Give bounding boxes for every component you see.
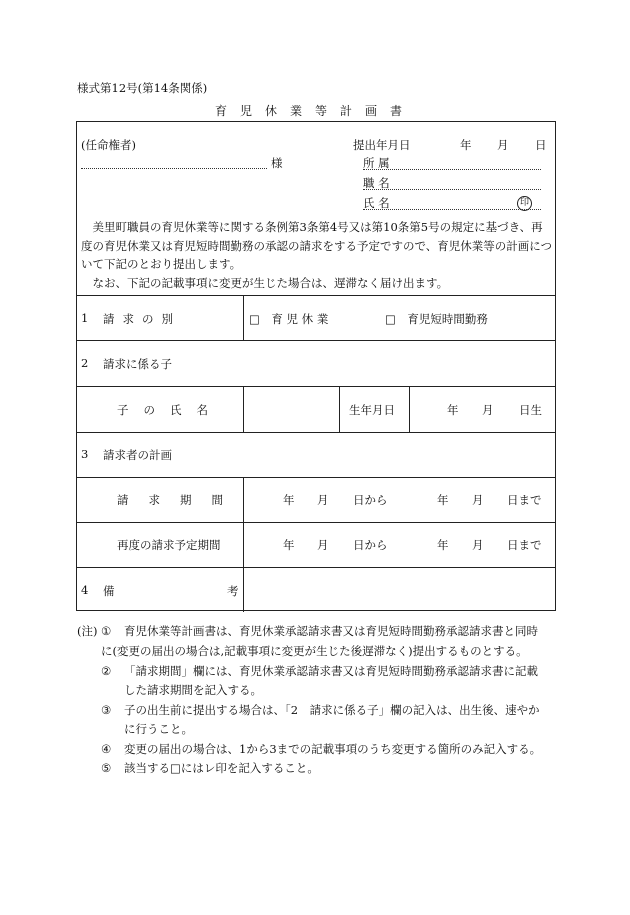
dob-month[interactable]: 月 (482, 403, 494, 417)
section1-number: 1 (81, 311, 89, 325)
note-3-line1: 子の出生前に提出する場合は、「2 請求に係る子」欄の記入は、出生後、速やか (124, 703, 540, 717)
second-start-day[interactable]: 日から (353, 538, 388, 552)
second-start-month[interactable]: 月 (317, 538, 329, 552)
period-start-day[interactable]: 日から (353, 493, 388, 507)
name-field[interactable] (363, 209, 541, 210)
note-2-line2: した請求期間を記入する。 (124, 683, 262, 697)
department-label: 所 属 (363, 156, 390, 170)
second-start-year[interactable]: 年 (283, 538, 295, 552)
period-end-month[interactable]: 月 (472, 493, 484, 507)
form-number: 様式第12号(第14条関係) (77, 81, 208, 95)
second-end-year[interactable]: 年 (437, 538, 449, 552)
note-2-line1: 「請求期間」欄には、育児休業承認請求書又は育児短時間勤務承認請求書に記載 (124, 664, 538, 678)
option-childcare-leave[interactable]: □ 育 児 休 業 (249, 312, 329, 326)
note-1-line2: に(変更の届出の場合は,記載事項に変更が生じた後遅滞なく)提出するものとする。 (101, 644, 528, 658)
period-start-year[interactable]: 年 (283, 493, 295, 507)
name-label: 氏 名 (363, 196, 390, 210)
note-3-mark: ③ (101, 703, 112, 717)
note-5-mark: ⑤ (101, 761, 112, 775)
statement-paragraph: 美里町職員の育児休業等に関する条例第3条第4号又は第10条第5号の規定に基づき、再度の育児休業又は育児短時間勤務の承認の請求をする予定ですので、育児休業等の計画について下記のとおり提出します。 (81, 220, 553, 271)
option-short-hours[interactable]: □ 育児短時間勤務 (385, 312, 488, 326)
child-name-field[interactable] (247, 394, 335, 426)
child-name-label: 子の氏名 (117, 403, 223, 417)
notice-paragraph: なお、下記の記載事項に変更が生じた場合は、遅滞なく届け出ます。 (92, 276, 449, 290)
notes-prefix: (注) (77, 624, 98, 638)
position-field[interactable] (363, 189, 541, 190)
note-2-mark: ② (101, 664, 112, 678)
section2-number: 2 (81, 356, 89, 370)
note-5-line1: 該当する□にはレ印を記入すること。 (124, 761, 319, 775)
second-end-day[interactable]: 日まで (507, 538, 542, 552)
section3-number: 3 (81, 447, 89, 461)
section4-number: 4 (81, 583, 89, 597)
submission-year[interactable]: 年 (460, 138, 472, 152)
note-4-line1: 変更の届出の場合は、1から3までの記載事項のうち変更する箇所のみ記入する。 (124, 742, 542, 756)
dob-year[interactable]: 年 (447, 403, 459, 417)
appointer-name-field[interactable] (81, 168, 267, 169)
submission-month[interactable]: 月 (497, 138, 509, 152)
period-label: 請求期間 (117, 493, 243, 507)
note-4-mark: ④ (101, 742, 112, 756)
section3-label: 請求者の計画 (103, 448, 172, 462)
period-start-month[interactable]: 月 (317, 493, 329, 507)
remarks-field[interactable] (247, 572, 551, 608)
department-field[interactable] (363, 169, 541, 170)
form-table (76, 121, 556, 611)
document-title: 育児休業等計画書 (214, 104, 415, 118)
note-1-line1: 育児休業等計画書は、育児休業承認請求書又は育児短時間勤務承認請求書と同時 (124, 624, 538, 638)
remarks-label-a: 備 (103, 584, 115, 598)
appointer-label: (任命権者) (81, 138, 136, 152)
seal-mark: 印 (517, 196, 532, 211)
period-end-day[interactable]: 日まで (507, 493, 542, 507)
second-period-label: 再度の請求予定期間 (117, 538, 221, 552)
note-1-mark: ① (101, 624, 112, 638)
dob-label: 生年月日 (349, 403, 395, 417)
second-end-month[interactable]: 月 (472, 538, 484, 552)
period-end-year[interactable]: 年 (437, 493, 449, 507)
section2-label: 請求に係る子 (103, 357, 172, 371)
section1-label: 請求の別 (103, 312, 181, 326)
submission-day[interactable]: 日 (535, 138, 547, 152)
position-label: 職 名 (363, 176, 390, 190)
dob-day[interactable]: 日生 (519, 403, 542, 417)
note-3-line2: に行うこと。 (124, 722, 193, 736)
submission-date-label: 提出年月日 (353, 138, 411, 152)
honorific: 様 (271, 156, 283, 170)
remarks-label-b: 考 (227, 584, 239, 598)
